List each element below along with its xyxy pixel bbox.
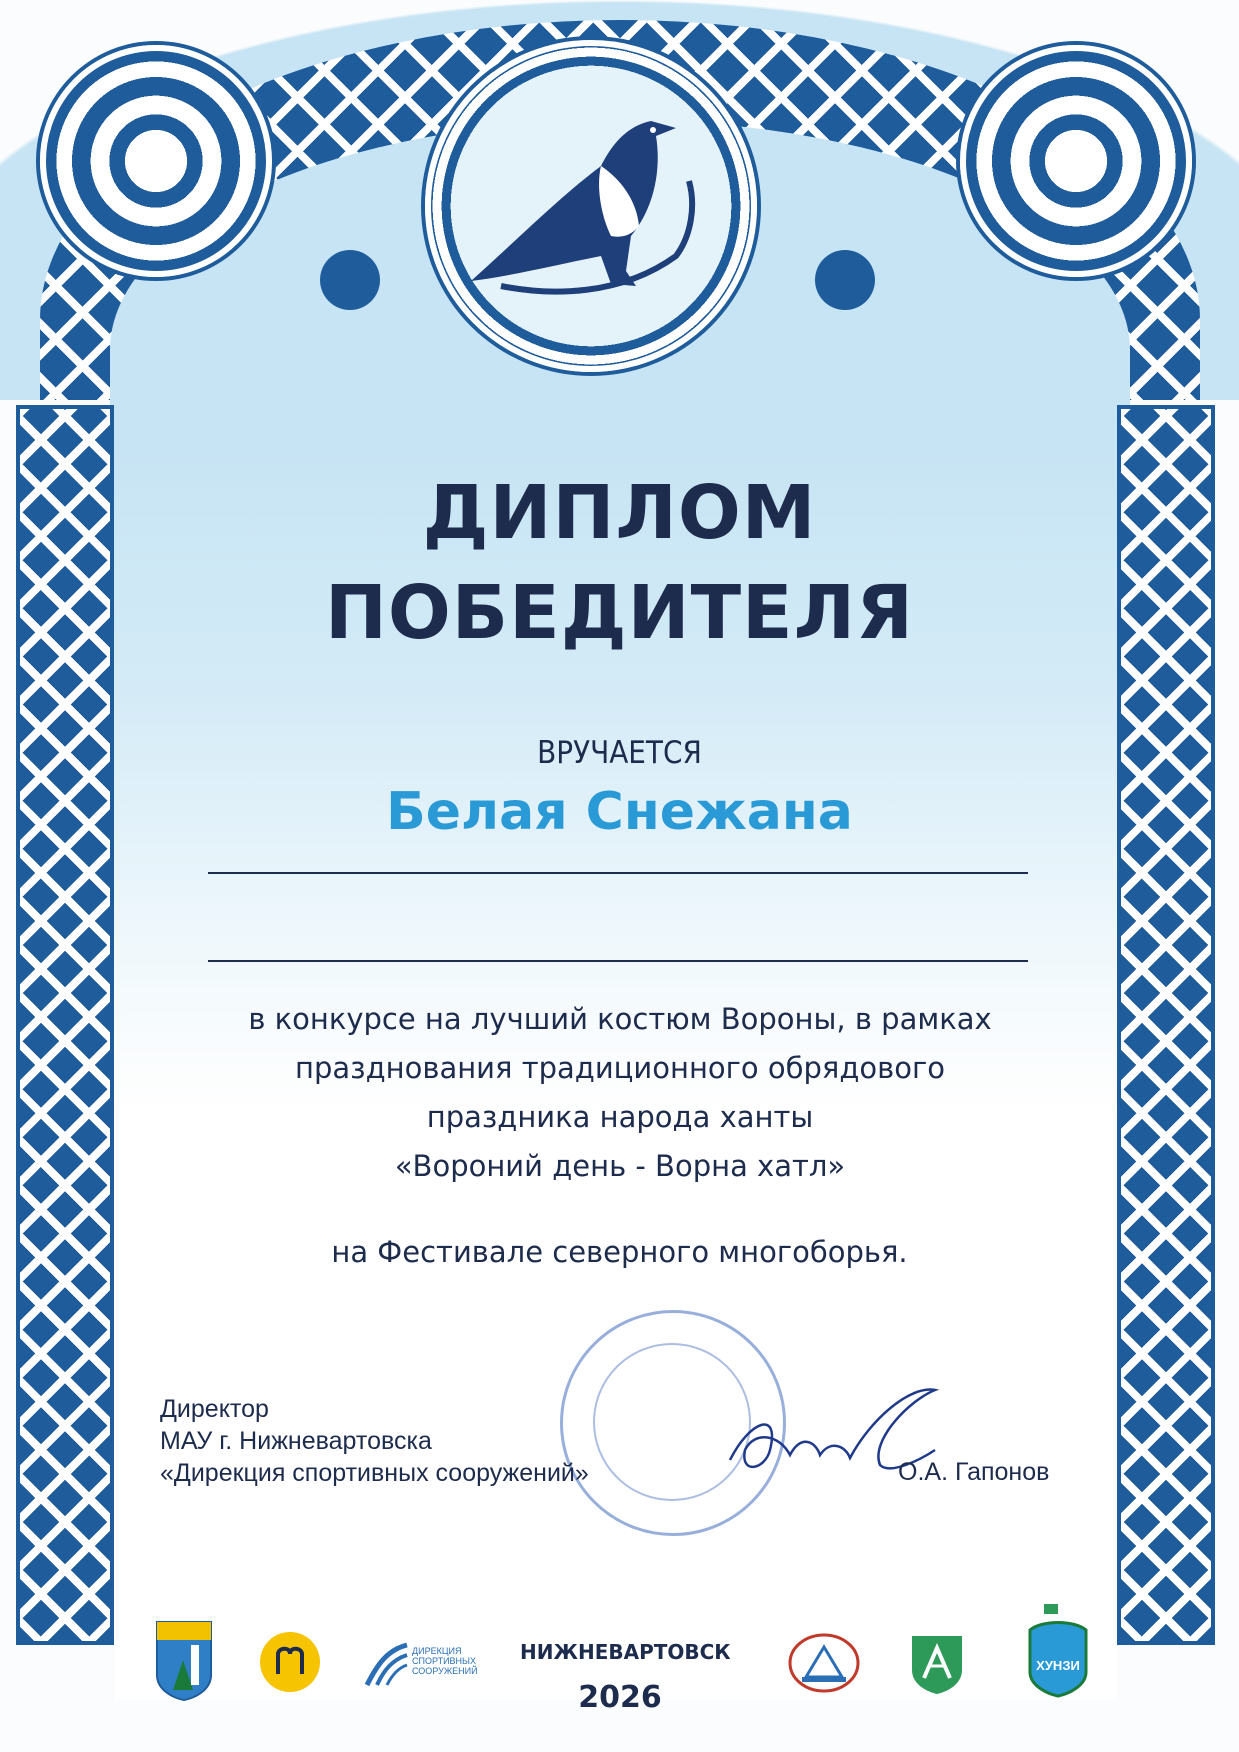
city-coat-of-arms-icon (155, 1620, 213, 1702)
position-line: МАУ г. Нижневартовска (160, 1427, 432, 1455)
ornament-dot (815, 250, 875, 310)
divider-line (208, 872, 1028, 874)
award-description (170, 995, 1070, 1191)
description-line: в конкурсе на лучший костюм Вороны, в рамках (248, 1002, 992, 1036)
dss-line: СООРУЖЕНИЙ (412, 1666, 478, 1676)
diploma-title-line1: ДИПЛОМ (422, 470, 817, 556)
signer-name: О.А. Гапонов (898, 1458, 1050, 1486)
ornament-dot (320, 250, 380, 310)
dss-line: СПОРТИВНЫХ (412, 1656, 477, 1666)
rosette-left-icon (40, 45, 272, 277)
diploma-title-line2: ПОБЕДИТЕЛЯ (324, 570, 915, 656)
header-ornament (0, 0, 1239, 400)
awarded-label: ВРУЧАЕТСЯ (537, 735, 702, 771)
crow-icon (461, 86, 711, 306)
footer-city: НИЖНЕВАРТОВСК (520, 1640, 731, 1664)
khunzi-logo-icon (1022, 1600, 1094, 1700)
crow-medallion (425, 40, 757, 372)
description-line: праздника народа ханты (426, 1100, 814, 1134)
description-line: «Вороний день - Ворна хатл» (394, 1149, 846, 1183)
rosette-right-icon (960, 45, 1192, 277)
green-emblem-logo-icon (906, 1630, 968, 1696)
description-line: празднования традиционного обрядового (295, 1051, 945, 1085)
khunzi-label: ХУНЗИ (1036, 1658, 1080, 1673)
dss-line: ДИРЕКЦИЯ (412, 1646, 462, 1656)
sports-directorate-logo-icon (362, 1640, 412, 1690)
position-line: «Дирекция спортивных сооружений» (160, 1459, 589, 1487)
lukoil-style-logo-icon (258, 1630, 322, 1694)
festival-line: на Фестивале северного многоборья. (331, 1235, 908, 1269)
position-line: Директор (160, 1395, 269, 1423)
recipient-name: Белая Снежана (386, 782, 853, 842)
signatory-position (160, 1393, 589, 1489)
sports-directorate-label (412, 1646, 478, 1676)
divider-line (208, 960, 1028, 962)
footer-year: 2026 (578, 1680, 662, 1715)
ethnic-center-logo-icon (788, 1633, 860, 1693)
